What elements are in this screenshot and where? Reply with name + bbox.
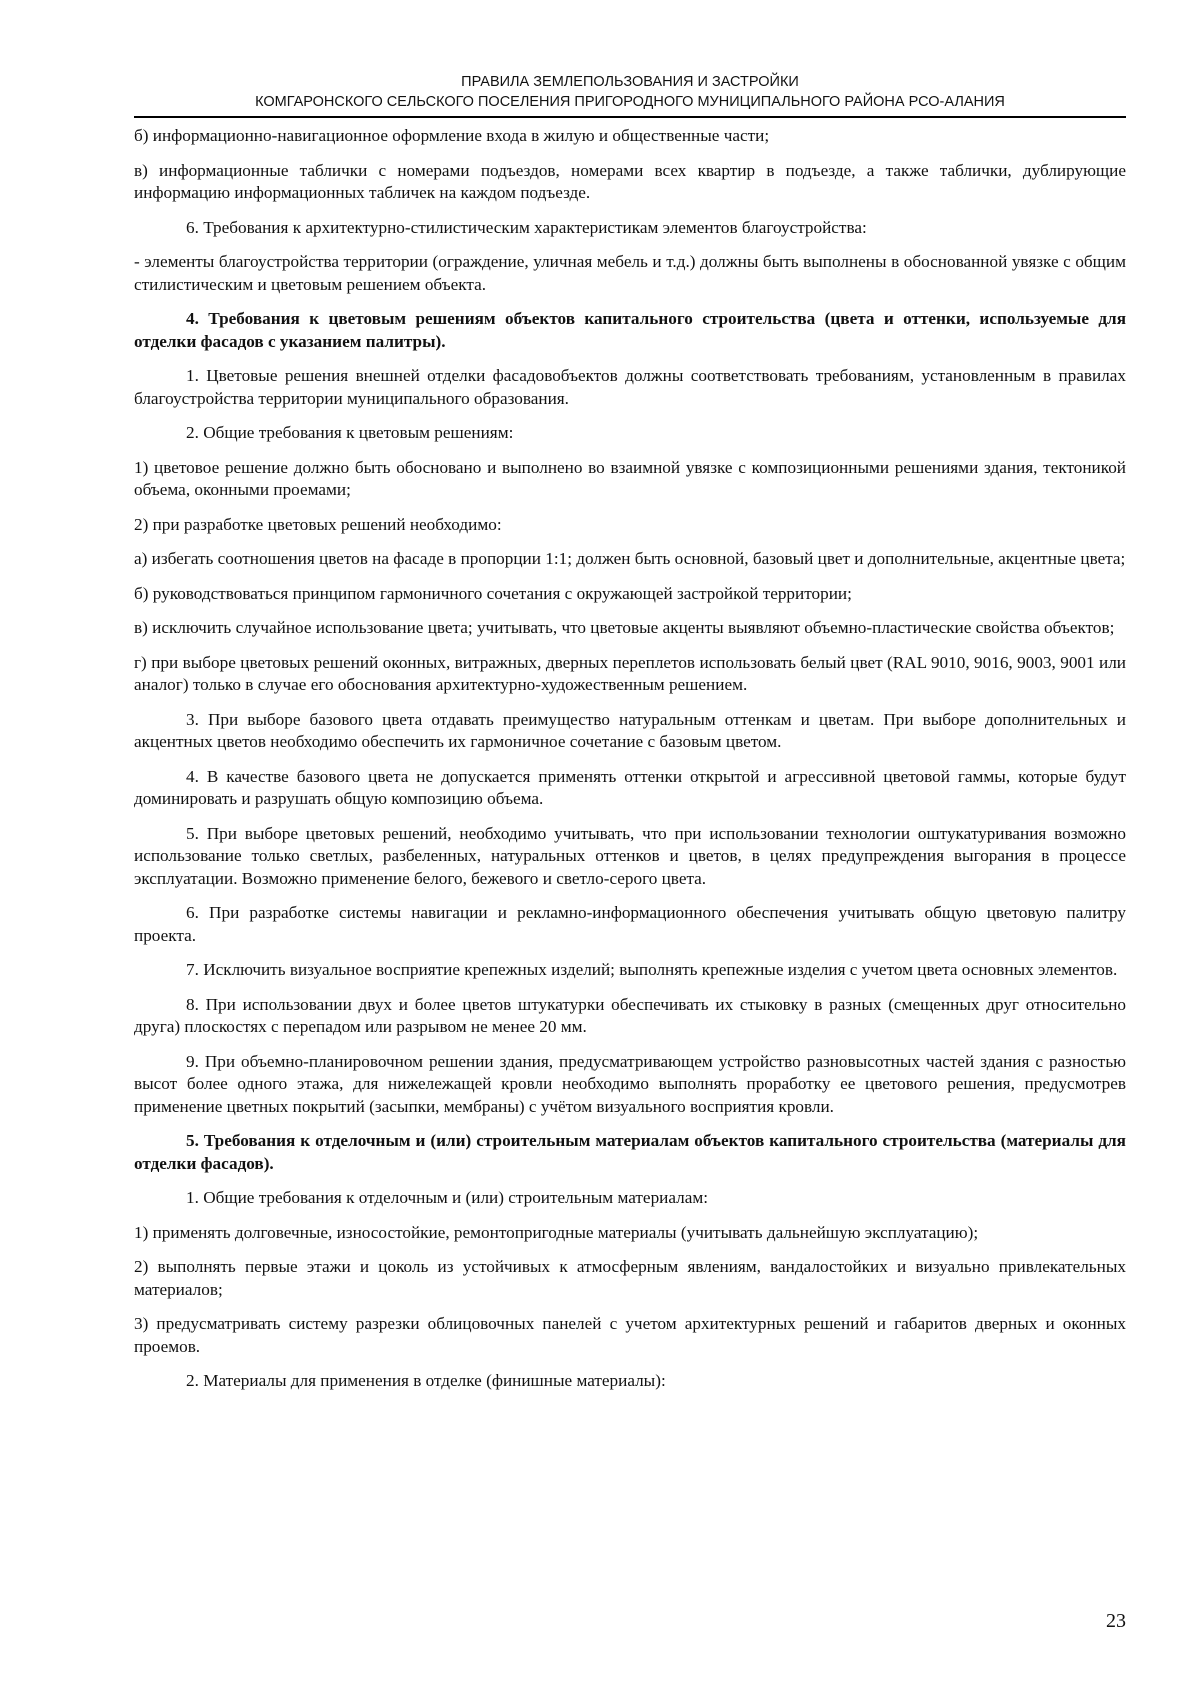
paragraph: в) информационные таблички с номерами подъездов, номерами всех квартир в подъезде, а также таблички, дублирующие информацию информационных табличек на каждом подъезде. — [134, 160, 1126, 202]
paragraph: 3. При выборе базового цвета отдавать преимущество натуральным оттенкам и цветам. При выборе дополнительных и акцентных цветов необходимо обеспечить их гармоничное сочетание с базовым цветом. — [134, 709, 1126, 751]
paragraph: в) исключить случайное использование цвета; учитывать, что цветовые акценты выявляют объемно-пластические свойства объектов; — [134, 618, 1115, 637]
section-heading: 4. Требования к цветовым решениям объектов капитального строительства (цвета и оттенки, используемые для отделки фасадов с указанием палитры). — [134, 309, 1126, 351]
paragraph: б) информационно-навигационное оформление входа в жилую и общественные части; — [134, 126, 770, 145]
header-title: ПРАВИЛА ЗЕМЛЕПОЛЬЗОВАНИЯ И ЗАСТРОЙКИ — [461, 74, 799, 90]
paragraph: 2. Материалы для применения в отделке (финишные материалы): — [186, 1371, 666, 1390]
header-rule — [134, 116, 1126, 118]
paragraph: 2) при разработке цветовых решений необходимо: — [134, 514, 502, 534]
paragraph: г) при выборе цветовых решений оконных, витражных, дверных переплетов использовать белый цвет (RAL 9010, 9016, 9003, 9001 или аналог) только в случае его обоснования архитектурно-художественным решением. — [134, 652, 1126, 694]
paragraph: 5. При выборе цветовых решений, необходимо учитывать, что при использовании технологии оштукатуривания возможно использование только светлых, разбеленных, натуральных оттенков и цветов, в целях предупреждения выгорания в процессе эксплуатации. Возможно применение белого, бежевого и светло-серого цвета. — [134, 823, 1126, 888]
paragraph: 1) применять долговечные, износостойкие, ремонтопригодные материалы (учитывать дальнейшую эксплуатацию); — [134, 1222, 979, 1242]
paragraph: 1. Цветовые решения внешней отделки фасадовобъектов должны соответствовать требованиям, установленным в правилах благоустройства территории муниципального образования. — [134, 366, 1126, 408]
paragraph: - элементы благоустройства территории (ограждение, уличная мебель и т.д.) должны быть выполнены в обоснованной увязке с общим стилистическим и цветовым решением объекта. — [134, 252, 1126, 294]
section-heading: 5. Требования к отделочным и (или) строительным материалам объектов капитального строительства (материалы для отделки фасадов). — [134, 1131, 1126, 1173]
paragraph: 6. При разработке системы навигации и рекламно-информационного обеспечения учитывать общую цветовую палитру проекта. — [134, 903, 1126, 945]
paragraph: б) руководствоваться принципом гармоничного сочетания с окружающей застройкой территории; — [134, 583, 852, 603]
paragraph: 4. В качестве базового цвета не допускается применять оттенки открытой и агрессивной цветовой гаммы, которые будут доминировать и разрушать общую композицию объема. — [134, 766, 1126, 808]
paragraph: 9. При объемно-планировочном решении здания, предусматривающем устройство разновысотных частей здания с разностью высот более одного этажа, для нижележащей кровли необходимо выполнять проработку ее цветового решения, предусмотрев применение цветных покрытий (засыпки, мембраны) с учётом визуального восприятия кровли. — [134, 1051, 1126, 1116]
paragraph: 2) выполнять первые этажи и цоколь из устойчивых к атмосферным явлениям, вандалостойких и визуально привлекательных материалов; — [134, 1257, 1126, 1299]
paragraph: а) избегать соотношения цветов на фасаде в пропорции 1:1; должен быть основной, базовый цвет и дополнительные, акцентные цвета; — [134, 549, 1126, 568]
document-body — [134, 125, 1126, 1405]
paragraph: 6. Требования к архитектурно-стилистическим характеристикам элементов благоустройства: — [186, 217, 867, 237]
paragraph: 1) цветовое решение должно быть обосновано и выполнено во взаимной увязке с композиционными решениями здания, тектоникой объема, оконными проемами; — [134, 457, 1126, 499]
paragraph: 3) предусматривать систему разрезки облицовочных панелей с учетом архитектурных решений и габаритов дверных и оконных проемов. — [134, 1314, 1126, 1356]
paragraph: 1. Общие требования к отделочным и (или) строительным материалам: — [186, 1188, 708, 1207]
paragraph: 2. Общие требования к цветовым решениям: — [186, 423, 514, 442]
paragraph: 8. При использовании двух и более цветов штукатурки обеспечивать их стыковку в разных (смещенных друг относительно друга) плоскостях с перепадом или разрывом не менее 20 мм. — [134, 994, 1126, 1036]
running-header — [134, 72, 1126, 112]
page-number: 23 — [1106, 1610, 1126, 1632]
header-subtitle: КОМГАРОНСКОГО СЕЛЬСКОГО ПОСЕЛЕНИЯ ПРИГОРОДНОГО МУНИЦИПАЛЬНОГО РАЙОНА РСО-АЛАНИЯ — [255, 94, 1005, 110]
paragraph: 7. Исключить визуальное восприятие крепежных изделий; выполнять крепежные изделия с учетом цвета основных элементов. — [186, 960, 1118, 979]
